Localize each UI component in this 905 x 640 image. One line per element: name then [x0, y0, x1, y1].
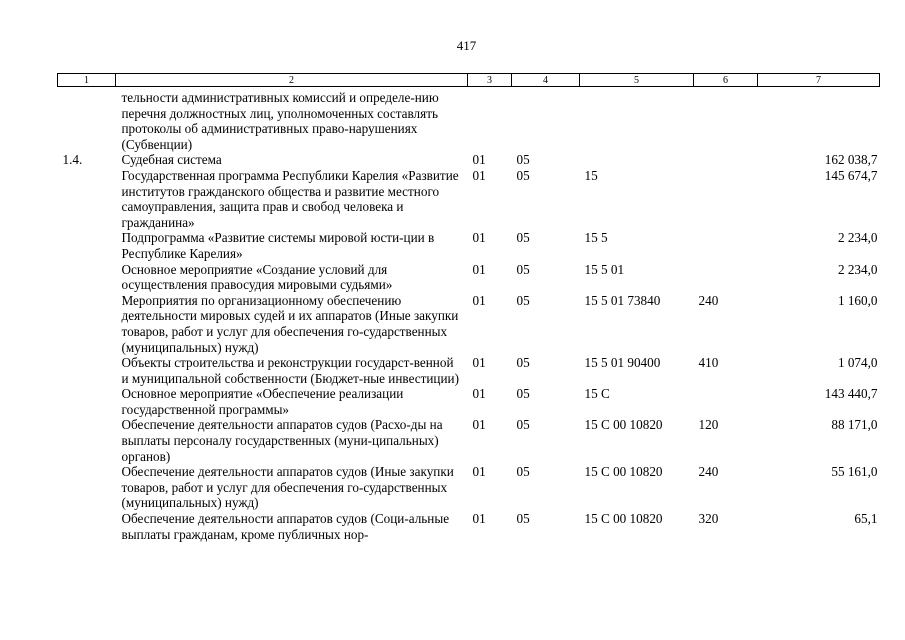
row-name: Мероприятия по организационному обеспечению деятельности мировых судей и их аппаратов (Иные закупки товаров, работ и услуг для обеспечения го-сударственных (муниципальных) нужд)	[121, 292, 459, 355]
row-subsection: 05	[516, 464, 530, 480]
row-name: Судебная система	[121, 152, 222, 168]
row-section: 01	[472, 511, 486, 527]
table-row	[58, 417, 880, 464]
row-number	[58, 417, 116, 464]
row-number	[58, 293, 116, 355]
row-amount: 88 171,0	[831, 417, 878, 433]
row-section: 01	[472, 167, 486, 183]
row-expense-type: 240	[698, 292, 719, 308]
row-amount: 65,1	[854, 511, 878, 527]
row-section	[468, 87, 512, 153]
row-section: 01	[472, 355, 486, 371]
row-target-article	[580, 152, 694, 168]
row-section: 01	[472, 292, 486, 308]
row-number	[58, 511, 116, 542]
row-target-article: 15 5	[584, 230, 608, 246]
row-section: 01	[472, 464, 486, 480]
table-row	[58, 293, 880, 355]
table-header	[58, 74, 880, 87]
row-target-article: 15 5 01	[584, 261, 625, 277]
row-amount: 2 234,0	[837, 261, 878, 277]
row-subsection: 05	[516, 167, 530, 183]
row-subsection: 05	[516, 230, 530, 246]
row-expense-type	[694, 87, 758, 153]
table-row	[58, 262, 880, 293]
row-amount: 1 160,0	[837, 292, 878, 308]
row-expense-type: 240	[698, 464, 719, 480]
row-name: тельности административных комиссий и определе-нию перечня должностных лиц, уполномоченных составлять протоколы об административных право-нарушениях (Субвенции)	[121, 90, 439, 152]
row-name: Обеспечение деятельности аппаратов судов (Соци-альные выплаты гражданам, кроме публичных нор-	[121, 511, 450, 542]
row-number	[58, 386, 116, 417]
row-amount: 55 161,0	[831, 464, 878, 480]
row-target-article: 15 5 01 90400	[584, 355, 661, 371]
header-row	[58, 74, 880, 87]
table-row	[58, 464, 880, 511]
table-row	[58, 386, 880, 417]
row-number: 1.4.	[62, 152, 83, 168]
row-subsection: 05	[516, 152, 530, 168]
row-target-article: 15 С 00 10820	[584, 464, 663, 480]
row-name: Подпрограмма «Развитие системы мировой юсти-ции в Республике Карелия»	[121, 230, 435, 261]
row-section: 01	[472, 230, 486, 246]
header-col-4: 4	[512, 74, 580, 87]
table-body	[58, 87, 880, 543]
page-number: 417	[456, 38, 477, 53]
row-subsection	[512, 87, 580, 153]
row-target-article: 15 С 00 10820	[584, 417, 663, 433]
row-expense-type	[694, 230, 758, 261]
table-row	[58, 230, 880, 261]
table-row	[58, 152, 880, 168]
row-number	[58, 230, 116, 261]
row-target-article: 15	[584, 167, 598, 183]
row-target-article	[580, 87, 694, 153]
row-subsection: 05	[516, 261, 530, 277]
row-name: Основное мероприятие «Обеспечение реализации государственной программы»	[121, 386, 404, 417]
row-target-article: 15 С	[584, 386, 610, 402]
header-col-7: 7	[758, 74, 880, 87]
header-col-3: 3	[468, 74, 512, 87]
row-section: 01	[472, 152, 486, 168]
table-row	[58, 168, 880, 230]
row-number	[58, 87, 116, 153]
row-section: 01	[472, 386, 486, 402]
row-target-article: 15 5 01 73840	[584, 292, 661, 308]
row-expense-type	[694, 386, 758, 417]
row-amount: 145 674,7	[824, 167, 878, 183]
row-subsection: 05	[516, 511, 530, 527]
header-col-6: 6	[694, 74, 758, 87]
row-amount: 2 234,0	[837, 230, 878, 246]
row-subsection: 05	[516, 417, 530, 433]
row-section: 01	[472, 417, 486, 433]
row-number	[58, 262, 116, 293]
row-expense-type	[694, 152, 758, 168]
row-expense-type: 120	[698, 417, 719, 433]
row-name: Обеспечение деятельности аппаратов судов (Иные закупки товаров, работ и услуг для обеспечения го-сударственных (муниципальных) нужд)	[121, 464, 454, 511]
row-amount: 162 038,7	[824, 152, 878, 168]
row-subsection: 05	[516, 292, 530, 308]
row-number	[58, 464, 116, 511]
row-name: Основное мероприятие «Создание условий для осуществления правосудия мировыми судьями»	[121, 261, 393, 293]
row-expense-type	[694, 168, 758, 230]
row-number	[58, 168, 116, 230]
budget-table	[57, 73, 880, 542]
row-amount	[758, 87, 880, 153]
row-expense-type	[694, 262, 758, 293]
header-col-1: 1	[58, 74, 116, 87]
row-amount: 1 074,0	[837, 355, 878, 371]
row-expense-type: 410	[698, 355, 719, 371]
row-amount: 143 440,7	[824, 386, 878, 402]
row-name: Объекты строительства и реконструкции государст-венной и муниципальной собственности (Бюджет-ные инвестиции)	[121, 355, 459, 386]
row-target-article: 15 С 00 10820	[584, 511, 663, 527]
row-name: Государственная программа Республики Карелия «Развитие институтов гражданского общества и развитие местного самоуправления, защита прав и свобод человека и гражданина»	[121, 167, 459, 230]
row-expense-type: 320	[698, 511, 719, 527]
row-name: Обеспечение деятельности аппаратов судов (Расхо-ды на выплаты персоналу государственных (муни-ципальных) органов)	[121, 417, 443, 464]
row-subsection: 05	[516, 355, 530, 371]
row-number	[58, 355, 116, 386]
row-subsection: 05	[516, 386, 530, 402]
table-row	[58, 87, 880, 153]
row-section: 01	[472, 261, 486, 277]
header-col-5: 5	[580, 74, 694, 87]
table-row	[58, 511, 880, 542]
header-col-2: 2	[116, 74, 468, 87]
table-row	[58, 355, 880, 386]
